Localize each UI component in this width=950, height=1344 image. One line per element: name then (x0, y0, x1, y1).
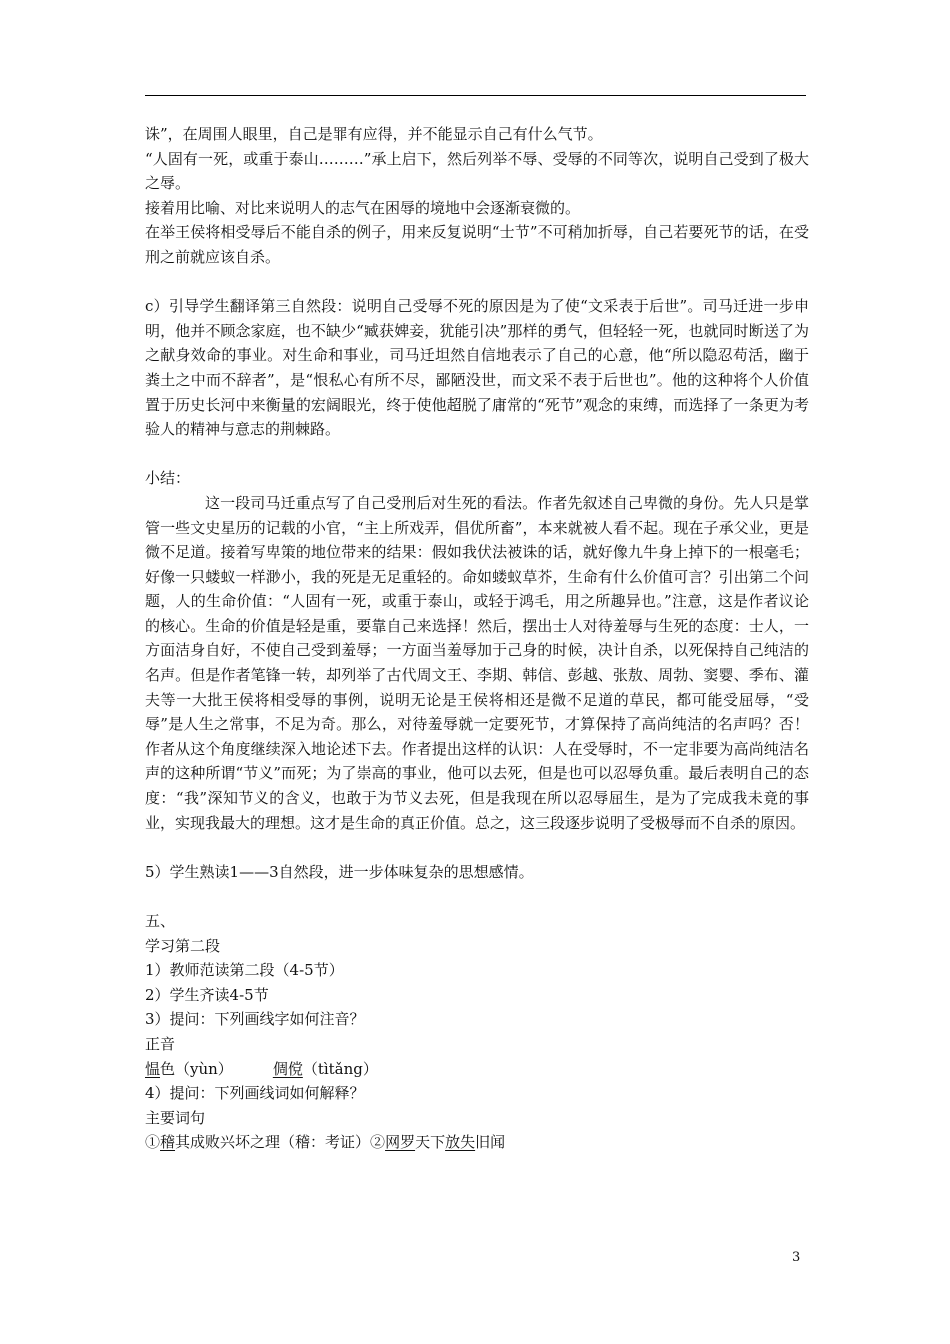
page-number: 3 (792, 1250, 801, 1265)
subheading: 主要词句 (145, 1108, 206, 1127)
pronunciation-text: （tìtǎng） (302, 1059, 378, 1078)
list-item: 1）教师范读第二段（4-5节） (145, 961, 344, 980)
header-rule (145, 95, 806, 96)
circled-number: ① (145, 1133, 161, 1152)
circled-number: ② (370, 1133, 386, 1152)
spacer (145, 835, 809, 860)
vocab-text: 天下 (415, 1133, 446, 1152)
vocab-text: 旧闻 (475, 1133, 506, 1152)
paragraph-translation: c）引导学生翻译第三自然段：说明自己受辱不死的原因是为了使“文采表于后世”。司马迁进一步申明，他并不顾念家庭，也不缺少“臧获婢妾，犹能引决”那样的勇气，但轻轻一死，也就同时断送了为之献身效命的事业。对生命和事业，司马迁坦然自信地表示了自己的心意，他“所以隐忍苟活，幽于粪土之中而不辞者”，是“恨私心有所不尽，鄙陋没世，而文采不表于后世也”。他的这种将个人价值置于历史长河中来衡量的宏阔眼光，终于使他超脱了庸常的“死节”观念的束缚，而选择了一条更为考验人的精神与意志的荆棘路。 (145, 297, 809, 439)
list-item: 4）提问：下列画线词如何解释？ (145, 1084, 365, 1103)
spacer (145, 442, 809, 467)
document-body (145, 122, 809, 1155)
summary-paragraph: 这一段司马迁重点写了自己受刑后对生死的看法。作者先叙述自己卑微的身份。先人只是掌管一些文史星历的记载的小官，“主上所戏弄，倡优所畜”，本来就被人看不起。现在子承父业，更是微不足道。接着写卑策的地位带来的结果：假如我伏法被诛的话，就好像九牛身上掉下的一根毫毛；好像一只蝼蚁一样渺小，我的死是无足重轻的。命如蝼蚁草芥，生命有什么价值可言？引出第二个问题，人的生命价值：“人固有一死，或重于泰山，或轻于鸿毛，用之所趣异也。”注意，这是作者议论的核心。生命的价值是轻是重，要靠自己来选择！然后，摆出士人对待羞辱与生死的态度：士人，一方面洁身自好，不使自己受到羞辱；一方面当羞辱加于己身的时候，决计自杀，以死保持自己纯洁的名声。但是作者笔锋一转，却列举了古代周文王、李期、韩信、彭越、张敖、周勃、窦婴、季布、灌夫等一大批王侯将相受辱的事例，说明无论是王侯将相还是微不足道的草民，都可能受屈辱，“受辱”是人生之常事，不足为奇。那么，对待羞辱就一定要死节，才算保持了高尚纯洁的名声吗？否！作者从这个角度继续深入地论述下去。作者提出这样的认识：人在受辱时，不一定非要为高尚纯洁名声的这种所谓“节义”而死；为了崇高的事业，他可以去死，但是也可以忍辱负重。最后表明自己的态度：“我”深知节义的含义，也敢于为节义去死，但是我现在所以忍辱屈生，是为了完成我未竟的事业，实现我最大的理想。这才是生命的真正价值。总之，这三段逐步说明了受极辱而不自杀的原因。 (145, 493, 809, 832)
underlined-word: 网罗 (385, 1133, 416, 1152)
list-item: 2）学生齐读4-5节 (145, 985, 269, 1004)
underlined-word: 放失 (445, 1133, 476, 1152)
spacer (145, 270, 809, 295)
underlined-word: 倜傥 (272, 1059, 303, 1078)
paragraph: 5）学生熟读1——3自然段，进一步体味复杂的思想感情。 (145, 862, 534, 881)
section-number: 五、 (145, 912, 176, 930)
paragraph: 在举王侯将相受辱后不能自杀的例子，用来反复说明“士节”不可稍加折辱，自己若要死节的话，在受刑之前就应该自杀。 (145, 223, 809, 266)
summary-label: 小结： (145, 469, 191, 488)
underlined-char: 愠 (145, 1059, 161, 1078)
paragraph: 诛”，在周围人眼里，自己是罪有应得，并不能显示自己有什么气节。 (145, 125, 603, 143)
paragraph: “人固有一死，或重于泰山………”承上启下，然后列举不辱、受辱的不同等次，说明自己受到了极大之辱。 (145, 149, 809, 193)
paragraph: 接着用比喻、对比来说明人的志气在困辱的境地中会逐渐衰微的。 (145, 198, 581, 217)
subheading: 正音 (145, 1034, 176, 1053)
list-item: 3）提问：下列画线字如何注音？ (145, 1010, 365, 1029)
underlined-word: 稽 (160, 1133, 176, 1152)
pronunciation-line (145, 1057, 809, 1082)
vocab-text: 其成败兴坏之理（稽：考证） (175, 1133, 371, 1152)
section-title: 学习第二段 (145, 936, 221, 955)
pronunciation-text: 色（yùn） (160, 1059, 233, 1078)
vocab-line (145, 1130, 809, 1155)
spacer (145, 884, 809, 909)
